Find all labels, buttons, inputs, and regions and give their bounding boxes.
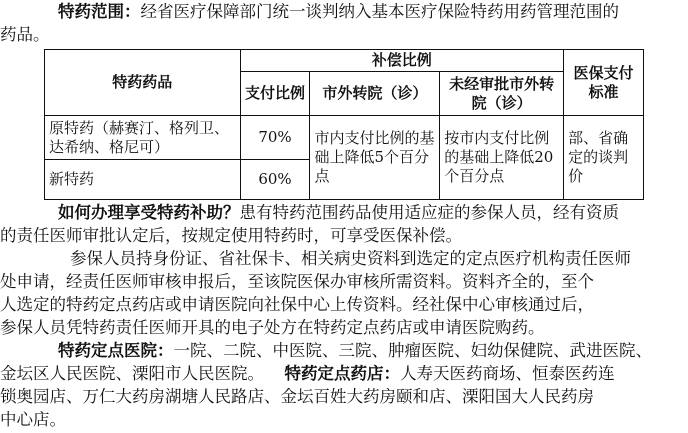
howto-line3 (0, 247, 688, 270)
ratio-cell: 60% (240, 160, 310, 200)
pharmacies-line3 (0, 408, 688, 431)
compensation-table (44, 49, 644, 200)
howto-text-line6: 参保人员凭特药责任医师开具的电子处方在特药定点药店或申请医院购药。 (0, 318, 545, 337)
howto-text-line4: 处申请，经责任医师审核申报后，至该院医保办审核所需资料。资料齐全的，至个 (0, 272, 594, 291)
hospitals-line1 (0, 339, 688, 362)
hospitals-text-line2: 金坛区人民医院、溧阳市人民医院。 (0, 364, 264, 383)
howto-text-line1: 患有特药范围药品使用适应症的参保人员，经有资质 (239, 203, 619, 222)
pharmacies-text-line1: 人寿天医药商场、恒泰医药连 (400, 364, 615, 383)
header-pay-ratio: 支付比例 (240, 72, 310, 116)
howto-text-line5: 人选定的特药定点药店或申请医院向社保中心上传资料。经社保中心审核通过后， (0, 295, 594, 314)
scope-text-line2: 药品。 (0, 25, 50, 44)
scope-heading: 特药范围： (58, 2, 141, 21)
table-row (45, 116, 644, 160)
header-outside-transfer: 市外转院（诊） (310, 72, 440, 116)
howto-line4 (0, 270, 688, 293)
hospitals-line2 (0, 362, 688, 385)
howto-line5 (0, 293, 688, 316)
outside-transfer-cell: 市内支付比例的基础上降低5个百分点 (310, 116, 440, 200)
pharmacies-text-line2: 锁奥园店、万仁大药房湖塘人民路店、金坛百姓大药房颐和店、溧阳国大人民药房 (0, 387, 594, 406)
ratio-cell: 70% (240, 116, 310, 160)
header-unapproved-transfer: 未经审批市外转院（诊） (440, 72, 564, 116)
howto-heading: 如何办理享受特药补助？ (58, 203, 240, 222)
hospitals-text-line1: 一院、二院、中医院、三院、肿瘤医院、妇幼保健院、武进医院、 (173, 341, 652, 360)
howto-line1 (0, 201, 688, 224)
header-drug: 特药药品 (45, 50, 241, 116)
howto-line6 (0, 316, 688, 339)
pharmacies-text-line3: 中心店。 (0, 410, 66, 429)
scope-paragraph-line2 (0, 23, 688, 46)
drug-cell: 新特药 (45, 160, 241, 200)
drug-cell: 原特药（赫赛汀、格列卫、达希纳、格尼可） (45, 116, 241, 160)
scope-paragraph-line1 (0, 0, 688, 23)
howto-text-line2: 的责任医师审批认定后，按规定使用特药时，可享受医保补偿。 (0, 226, 462, 245)
howto-line2 (0, 224, 688, 247)
hospitals-heading: 特药定点医院： (58, 341, 174, 360)
header-insurance-standard: 医保支付标准 (564, 50, 644, 116)
header-compensation-ratio: 补偿比例 (240, 50, 564, 72)
pharmacies-line2 (0, 385, 688, 408)
insurance-standard-cell: 部、省确定的谈判价 (564, 116, 644, 200)
scope-text-line1: 经省医疗保障部门统一谈判纳入基本医疗保险特药用药管理范围的 (140, 2, 619, 21)
howto-text-line3: 参保人员持身份证、省社保卡、相关病史资料到选定的定点医疗机构责任医师 (70, 249, 631, 268)
unapproved-transfer-cell: 按市内支付比例的基础上降低20个百分点 (440, 116, 564, 200)
pharmacies-heading: 特药定点药店： (284, 364, 400, 383)
